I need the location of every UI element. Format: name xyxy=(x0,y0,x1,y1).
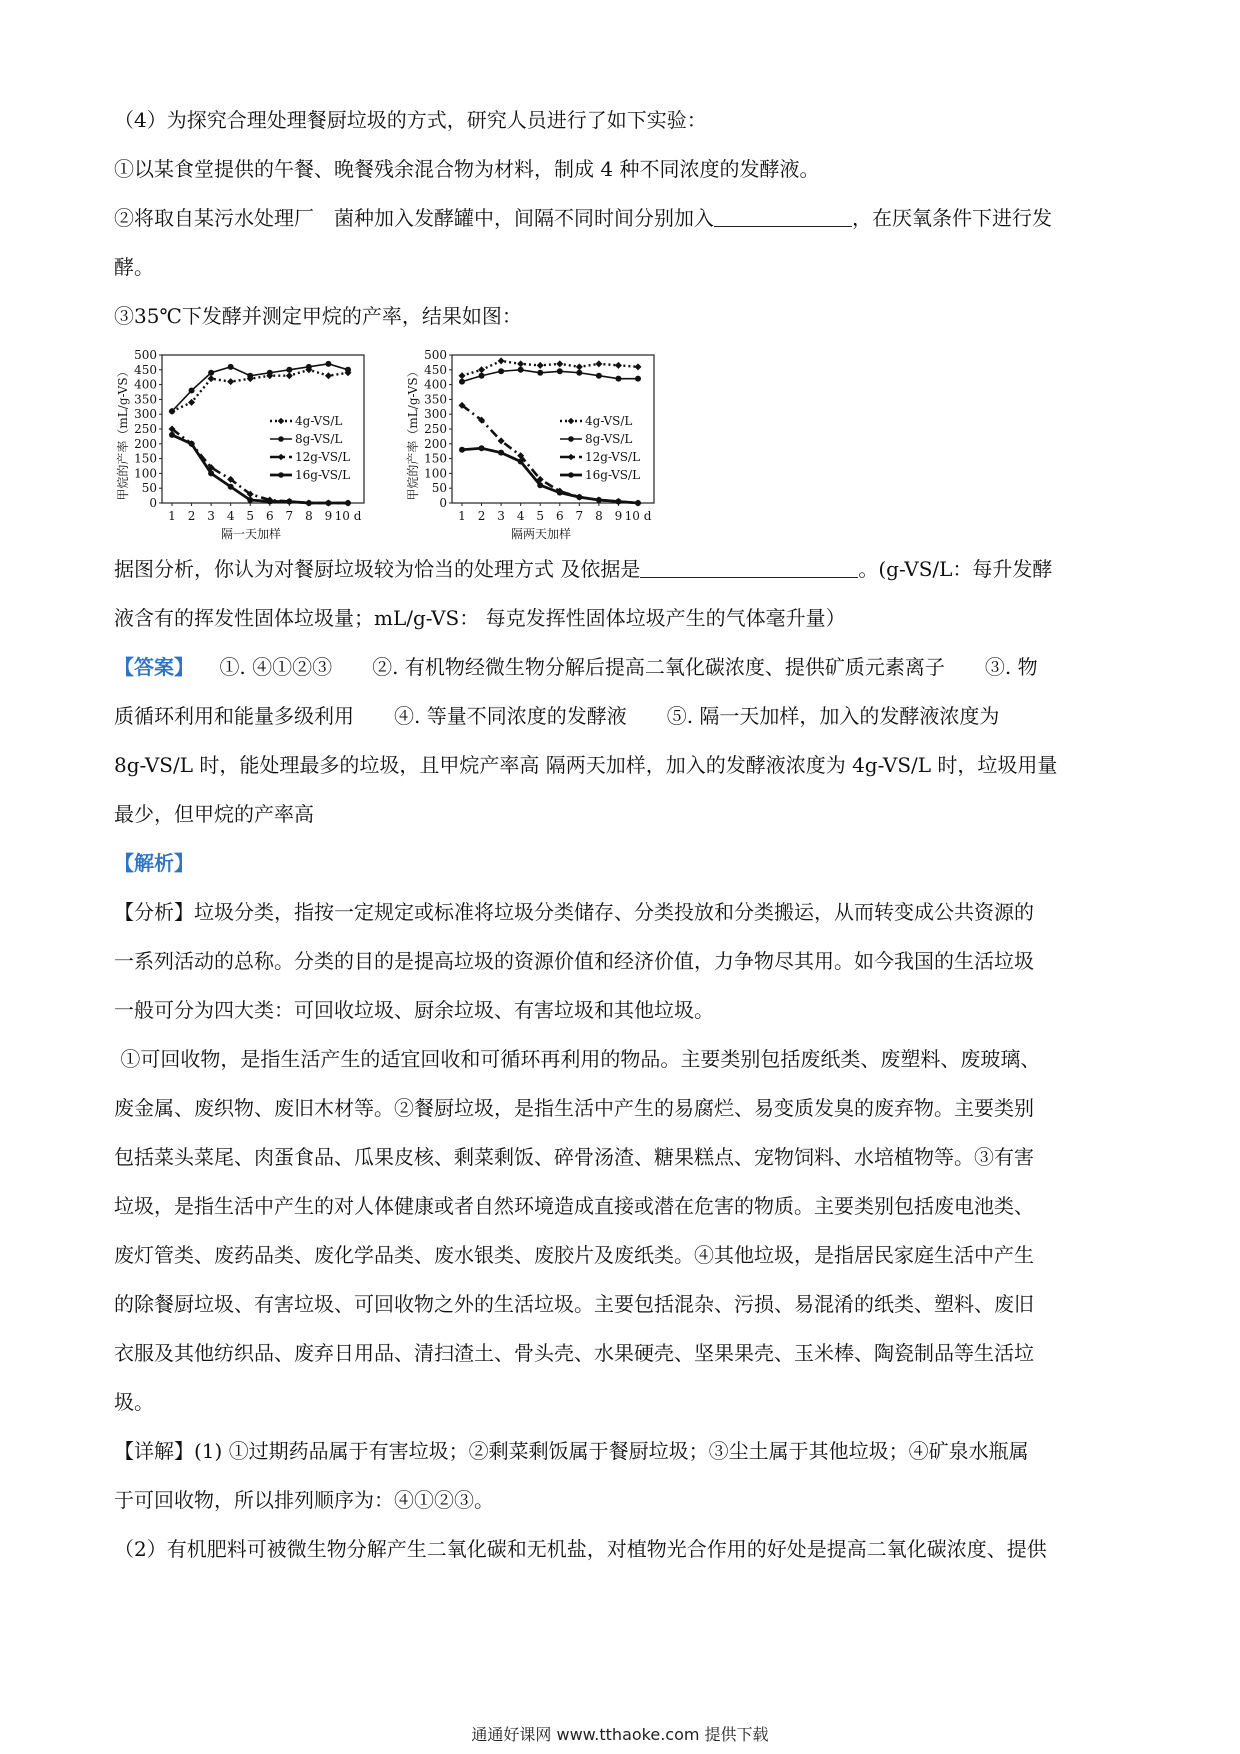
category-line-5: 废灯管类、废药品类、废化学品类、废水银类、废胶片及废纸类。④其他垃圾，是指居民家庭生活中产生 xyxy=(114,1243,1034,1267)
data-point xyxy=(479,373,485,379)
data-point xyxy=(459,372,466,379)
detail-line-1 xyxy=(114,1427,1134,1476)
data-point xyxy=(325,500,331,506)
legend-label: 16g-VS/L xyxy=(585,468,641,482)
data-point xyxy=(635,500,641,506)
y-tick-label: 200 xyxy=(134,436,157,451)
x-tick-label: 3 xyxy=(497,509,505,523)
x-tick-label: 10 d xyxy=(624,509,652,523)
data-point xyxy=(615,362,622,369)
detail-label: 【详解】 xyxy=(114,1439,194,1463)
analysis-line-1 xyxy=(114,888,1134,937)
data-point xyxy=(635,376,641,382)
legend-label: 16g-VS/L xyxy=(295,468,351,482)
category-line-7: 衣服及其他纺织品、废弃日用品、清扫渣土、骨头壳、水果硬壳、坚果果壳、玉米棒、陶瓷制品等生活垃 xyxy=(114,1341,1034,1365)
data-point xyxy=(228,364,234,370)
y-tick-label: 300 xyxy=(424,407,447,422)
data-point xyxy=(498,368,504,374)
y-tick-label: 450 xyxy=(134,362,157,377)
data-point xyxy=(247,497,253,503)
step2-text-a: ②将取自某污水处理厂 菌种加入发酵罐中，间隔不同时间分别加入 xyxy=(114,206,714,230)
analysis-label: 【分析】 xyxy=(114,900,194,924)
answer-text-1: ①. ④①②③ ②. 有机物经微生物分解后提高二氧化碳浓度、提供矿质元素离子 ③. 物 xyxy=(219,655,1038,679)
x-tick-label: 3 xyxy=(207,509,215,523)
question-analysis-cont: 液含有的挥发性固体垃圾量；mL/g-VS： 每克发挥性固体垃圾产生的气体毫升量） xyxy=(114,606,846,630)
x-tick-label: 2 xyxy=(477,509,486,523)
series-line-2 xyxy=(172,364,348,411)
x-tick-label: 7 xyxy=(575,509,584,523)
data-point xyxy=(596,497,602,503)
x-axis-label: 隔一天加样 xyxy=(220,527,282,541)
y-tick-label: 400 xyxy=(134,377,157,392)
legend-marker xyxy=(278,454,285,461)
y-tick-label: 300 xyxy=(134,407,157,422)
explanation-label: 【解析】 xyxy=(114,851,194,875)
data-point xyxy=(325,372,332,379)
data-point xyxy=(286,499,292,505)
x-tick-label: 8 xyxy=(305,509,313,523)
data-point xyxy=(267,499,273,505)
question-intro: （4）为探究合理处理餐厨垃圾的方式，研究人员进行了如下实验： xyxy=(114,108,707,132)
answer-line-4: 最少，但甲烷的产率高 xyxy=(114,802,314,826)
x-tick-label: 4 xyxy=(226,509,235,523)
y-tick-label: 150 xyxy=(134,451,157,466)
answer-line-3: 8g-VS/L 时，能处理最多的垃圾，且甲烷产率高 隔两天加样，加入的发酵液浓度为 4g-VS/L 时，垃圾用量 xyxy=(114,753,1058,777)
legend-marker xyxy=(278,472,284,478)
chart-svg-2 xyxy=(404,347,664,543)
data-point xyxy=(615,499,621,505)
category-line-3: 包括菜头菜尾、肉蛋食品、瓜果皮核、剩菜剩饭、碎骨汤渣、糖果糕点、宠物饲料、水培植物等。③有害 xyxy=(114,1145,1034,1169)
legend-label: 4g-VS/L xyxy=(295,414,343,428)
page-footer: 通通好课网 www.tthaoke.com 提供下载 xyxy=(471,1725,769,1744)
analysis-text-a: 据图分析，你认为对餐厨垃圾较为恰当的处理方式 及依据是 xyxy=(114,557,641,581)
data-point xyxy=(188,399,195,406)
x-tick-label: 6 xyxy=(555,509,564,523)
detail-line-3: （2）有机肥料可被微生物分解产生二氧化碳和无机盐，对植物光合作用的好处是提高二氧化碳浓度、提供 xyxy=(114,1537,1047,1561)
data-point xyxy=(518,367,524,373)
data-point xyxy=(306,364,312,370)
x-tick-label: 8 xyxy=(595,509,603,523)
data-point xyxy=(208,370,214,376)
step2-text-b: ，在厌氧条件下进行发 xyxy=(852,206,1052,230)
legend-marker xyxy=(568,436,574,442)
answer-blank-2[interactable] xyxy=(640,555,858,578)
data-point xyxy=(286,372,293,379)
answer-label: 【答案】 xyxy=(114,655,194,679)
x-tick-label: 9 xyxy=(614,509,623,523)
y-tick-label: 400 xyxy=(424,377,447,392)
data-point xyxy=(345,367,351,373)
data-point xyxy=(325,361,331,367)
data-point xyxy=(557,368,563,374)
data-point xyxy=(518,459,524,465)
legend-label: 12g-VS/L xyxy=(295,450,351,464)
data-point xyxy=(595,360,602,367)
legend-marker xyxy=(568,454,575,461)
answer-line-2: 质循环利用和能量多级利用 ④. 等量不同浓度的发酵液 ⑤. 隔一天加样，加入的发酵液浓度为 xyxy=(114,704,1000,728)
x-tick-label: 6 xyxy=(265,509,274,523)
data-point xyxy=(189,388,195,394)
y-axis-label: 甲烷的产率（mL/g-VS） xyxy=(406,365,420,501)
data-point xyxy=(478,366,485,373)
data-point xyxy=(169,432,175,438)
x-tick-label: 9 xyxy=(324,509,333,523)
legend-marker xyxy=(568,418,575,425)
data-point xyxy=(286,367,292,373)
analysis-text-b: 。(g-VS/L：每升发酵 xyxy=(858,557,1053,581)
series-line-2 xyxy=(462,370,638,382)
methane-charts xyxy=(114,347,1134,543)
data-point xyxy=(537,362,544,369)
detail-text-1: (1) ①过期药品属于有害垃圾；②剩菜剩饭属于餐厨垃圾；③尘土属于其他垃圾；④矿泉水瓶属 xyxy=(194,1439,1029,1463)
legend-label: 12g-VS/L xyxy=(585,450,641,464)
y-axis-label: 甲烷的产率（mL/g-VS） xyxy=(116,365,130,501)
legend-label: 8g-VS/L xyxy=(585,432,633,446)
y-tick-label: 350 xyxy=(134,392,157,407)
question-step2 xyxy=(114,194,1134,243)
question-analysis xyxy=(114,545,1134,594)
data-point xyxy=(556,360,563,367)
data-point xyxy=(228,484,234,490)
data-point xyxy=(498,437,505,444)
data-point xyxy=(596,373,602,379)
data-point xyxy=(537,482,543,488)
legend-marker xyxy=(278,418,285,425)
data-point xyxy=(517,360,524,367)
analysis-text: 垃圾分类，指按一定规定或标准将垃圾分类储存、分类投放和分类搬运，从而转变成公共资源的 xyxy=(194,900,1034,924)
y-tick-label: 250 xyxy=(134,422,157,436)
chart-axes xyxy=(115,348,364,541)
document-body xyxy=(114,96,1134,1574)
x-tick-label: 7 xyxy=(285,509,294,523)
data-point xyxy=(169,408,175,414)
data-point xyxy=(267,370,273,376)
question-step2-cont: 酵。 xyxy=(114,255,154,279)
data-point xyxy=(576,370,582,376)
data-point xyxy=(576,363,583,370)
chart-axes xyxy=(405,348,654,541)
y-tick-label: 50 xyxy=(431,481,447,496)
category-line-6: 的除餐厨垃圾、有害垃圾、可回收物之外的生活垃圾。主要包括混杂、污损、易混淆的纸类、塑料、废旧 xyxy=(114,1292,1034,1316)
y-tick-label: 500 xyxy=(424,348,447,362)
analysis-line-3: 一般可分为四大类：可回收垃圾、厨余垃圾、有害垃圾和其他垃圾。 xyxy=(114,998,714,1022)
analysis-line-2: 一系列活动的总称。分类的目的是提高垃圾的资源价值和经济价值，力争物尽其用。如今我国的生活垃圾 xyxy=(114,949,1034,973)
y-tick-label: 150 xyxy=(424,451,447,466)
explanation-label-line xyxy=(114,839,1134,888)
legend-marker xyxy=(568,472,574,478)
legend-label: 4g-VS/L xyxy=(585,414,633,428)
data-point xyxy=(557,490,563,496)
data-point xyxy=(576,494,582,500)
x-tick-label: 1 xyxy=(168,509,176,523)
data-point xyxy=(227,378,234,385)
category-line-1: ①可回收物，是指生活产生的适宜回收和可循环再利用的物品。主要类别包括废纸类、废塑料、废玻璃、 xyxy=(114,1047,1041,1071)
x-tick-label: 5 xyxy=(536,509,545,523)
y-tick-label: 350 xyxy=(424,392,447,407)
answer-blank-1[interactable] xyxy=(714,204,852,227)
detail-line-2: 于可回收物，所以排列顺序为：④①②③。 xyxy=(114,1488,494,1512)
x-tick-label: 1 xyxy=(458,509,466,523)
data-point xyxy=(306,500,312,506)
data-point xyxy=(537,370,543,376)
chart-every-other-day xyxy=(114,347,374,543)
question-step1: ①以某食堂提供的午餐、晚餐残余混合物为材料，制成 4 种不同浓度的发酵液。 xyxy=(114,157,820,181)
data-point xyxy=(345,500,351,506)
legend-marker xyxy=(278,436,284,442)
data-point xyxy=(459,447,465,453)
data-point xyxy=(635,363,642,370)
data-point xyxy=(208,375,215,382)
data-point xyxy=(208,470,214,476)
data-point xyxy=(459,379,465,385)
legend-label: 8g-VS/L xyxy=(295,432,343,446)
x-tick-label: 2 xyxy=(187,509,196,523)
y-tick-label: 500 xyxy=(134,348,157,362)
y-tick-label: 50 xyxy=(141,481,157,496)
category-line-4: 垃圾，是指生活中产生的对人体健康或者自然环境造成直接或潜在危害的物质。主要类别包括废电池类、 xyxy=(114,1194,1034,1218)
chart-svg-1 xyxy=(114,347,374,543)
data-point xyxy=(498,450,504,456)
question-step3: ③35℃下发酵并测定甲烷的产率，结果如图： xyxy=(114,304,522,328)
x-axis-label: 隔两天加样 xyxy=(510,527,572,541)
y-tick-label: 0 xyxy=(149,496,157,510)
data-point xyxy=(479,445,485,451)
x-tick-label: 5 xyxy=(246,509,255,523)
y-tick-label: 250 xyxy=(424,422,447,436)
category-line-2: 废金属、废织物、废旧木材等。②餐厨垃圾，是指生活中产生的易腐烂、易变质发臭的废弃物。主要类别 xyxy=(114,1096,1034,1120)
y-tick-label: 0 xyxy=(439,496,447,510)
category-line-8: 圾。 xyxy=(114,1390,154,1414)
x-tick-label: 10 d xyxy=(334,509,362,523)
series-line-1 xyxy=(172,370,348,411)
data-point xyxy=(615,376,621,382)
answer-line-1 xyxy=(114,643,1134,692)
y-tick-label: 100 xyxy=(424,466,447,481)
y-tick-label: 200 xyxy=(424,436,447,451)
data-point xyxy=(498,357,505,364)
chart-every-two-days xyxy=(404,347,664,543)
y-tick-label: 450 xyxy=(424,362,447,377)
y-tick-label: 100 xyxy=(134,466,157,481)
data-point xyxy=(189,441,195,447)
x-tick-label: 4 xyxy=(516,509,525,523)
data-point xyxy=(247,373,253,379)
